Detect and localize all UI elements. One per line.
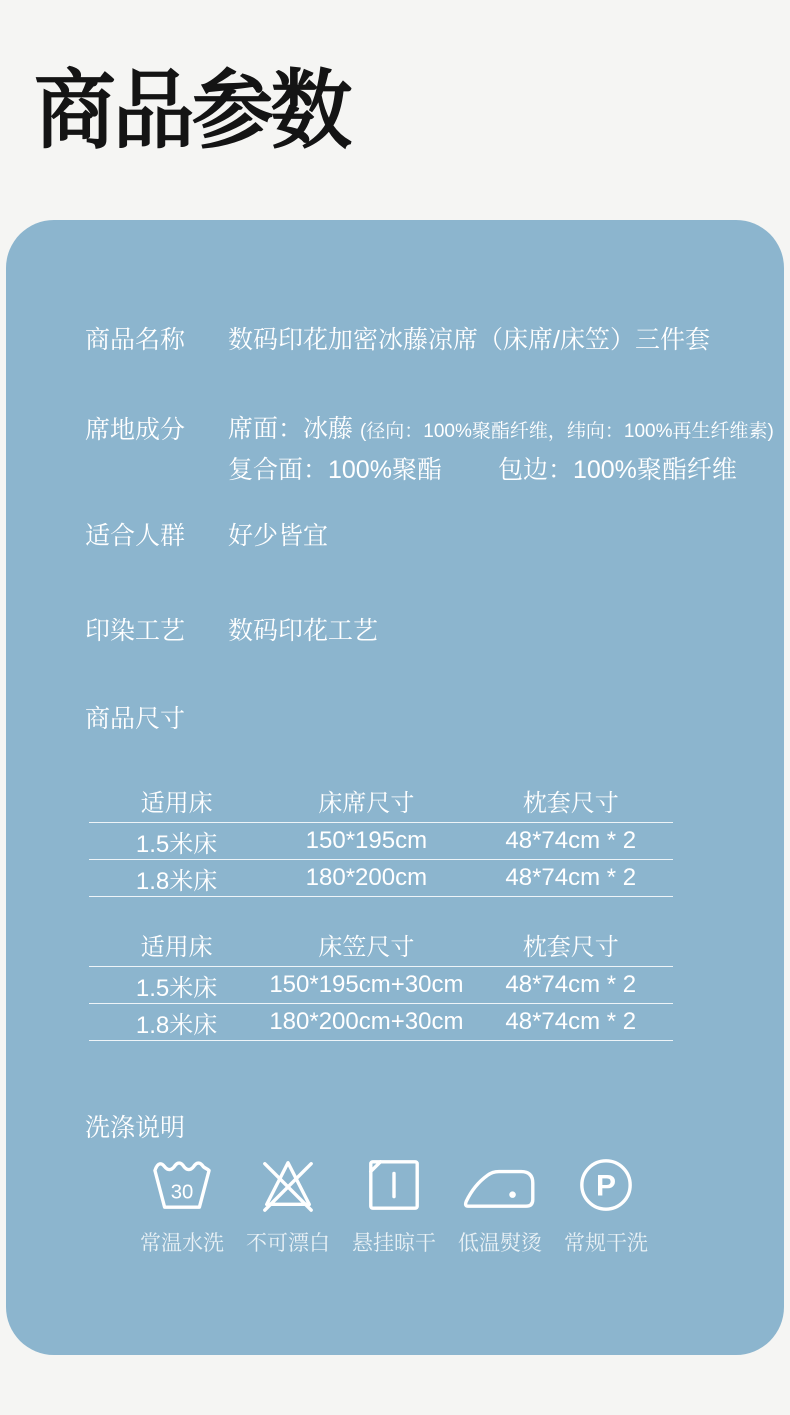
product-card — [6, 220, 784, 1355]
spec-value-material — [228, 410, 774, 490]
table-header-row — [89, 923, 673, 967]
spec-value-process: 数码印花工艺 — [228, 617, 379, 645]
hang-dry-icon — [365, 1153, 423, 1217]
no-bleach-icon — [255, 1153, 321, 1217]
page-title: 商品参数 — [34, 63, 350, 159]
care-label: 悬挂晾干 — [352, 1232, 436, 1255]
table-header-cell: 适用床 — [140, 790, 213, 817]
table-cell: 1.5米床 — [135, 974, 218, 1002]
table-header-cell: 枕套尺寸 — [522, 934, 619, 961]
wash-temp-value: 30 — [170, 1181, 194, 1204]
table-header-cell: 床笠尺寸 — [318, 934, 415, 961]
material-edge: 包边：100%聚酯纤维 — [497, 456, 737, 484]
table-header-row — [89, 779, 673, 823]
material-composite: 复合面：100%聚酯 — [228, 456, 442, 484]
table-cell: 48*74cm * 2 — [505, 864, 637, 891]
table-cell: 48*74cm * 2 — [505, 827, 637, 854]
spec-label-audience: 适合人群 — [85, 522, 186, 550]
care-label: 低温熨烫 — [458, 1232, 542, 1255]
spec-label-name: 商品名称 — [85, 326, 186, 354]
table-cell: 150*195cm+30cm — [269, 971, 464, 998]
care-item-iron — [450, 1153, 550, 1257]
table-cell: 48*74cm * 2 — [505, 971, 637, 998]
table-row — [89, 823, 673, 860]
care-instructions-row — [132, 1153, 656, 1257]
spec-value-audience: 好少皆宜 — [228, 522, 329, 550]
table-row — [89, 860, 673, 897]
iron-low-icon — [461, 1153, 539, 1217]
table-cell: 1.5米床 — [135, 830, 218, 858]
size-section-heading: 商品尺寸 — [85, 705, 186, 733]
table-cell: 180*200cm — [305, 864, 428, 891]
spec-row-name — [85, 320, 710, 356]
size-table-mat — [89, 779, 673, 897]
table-header-cell: 适用床 — [140, 934, 213, 961]
spec-label-process: 印染工艺 — [85, 617, 186, 645]
spec-row-process — [85, 611, 378, 647]
table-row — [89, 1004, 673, 1041]
care-label: 不可漂白 — [246, 1232, 330, 1255]
material-line-1 — [228, 410, 774, 451]
table-cell: 48*74cm * 2 — [505, 1008, 637, 1035]
care-item-dry — [344, 1153, 444, 1257]
wash-30-icon — [149, 1153, 215, 1217]
care-item-wash — [132, 1153, 232, 1257]
table-cell: 150*195cm — [305, 827, 428, 854]
table-row — [89, 967, 673, 1004]
material-line-2 — [228, 451, 774, 490]
table-header-cell: 床席尺寸 — [318, 790, 415, 817]
care-item-bleach — [238, 1153, 338, 1257]
size-table-fitted-sheet — [89, 923, 673, 1041]
table-cell: 1.8米床 — [135, 1011, 218, 1039]
dry-clean-icon — [577, 1153, 635, 1217]
table-header-cell: 枕套尺寸 — [522, 790, 619, 817]
care-label: 常规干洗 — [564, 1232, 648, 1255]
dry-clean-letter: P — [596, 1169, 616, 1203]
care-label: 常温水洗 — [140, 1232, 224, 1255]
spec-row-material — [85, 410, 774, 490]
spec-value-name: 数码印花加密冰藤凉席（床席/床笠）三件套 — [228, 326, 710, 354]
table-cell: 180*200cm+30cm — [269, 1008, 464, 1035]
spec-label-material: 席地成分 — [85, 416, 186, 444]
material-main: 席面：冰藤 — [228, 415, 360, 443]
care-item-dryclean — [556, 1153, 656, 1257]
care-section-heading: 洗涤说明 — [85, 1114, 186, 1142]
table-cell: 1.8米床 — [135, 867, 218, 895]
spec-row-audience — [85, 516, 328, 552]
material-note: (径向：100%聚酯纤维，纬向：100%再生纤维素) — [359, 421, 774, 442]
